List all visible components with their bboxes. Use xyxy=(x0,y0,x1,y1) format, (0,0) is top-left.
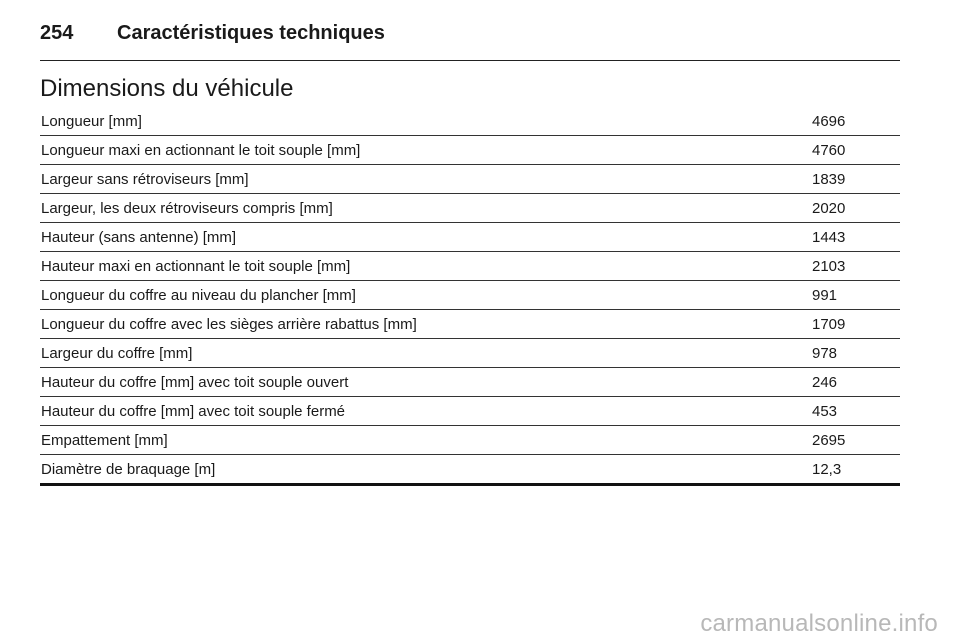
table-row xyxy=(40,281,900,310)
spec-value: 991 xyxy=(812,281,900,310)
table-row xyxy=(40,165,900,194)
spec-label: Hauteur (sans antenne) [mm] xyxy=(40,223,812,252)
spec-label: Longueur [mm] xyxy=(40,107,812,136)
table-row xyxy=(40,310,900,339)
page-header xyxy=(40,18,385,48)
spec-value: 1443 xyxy=(812,223,900,252)
table-row xyxy=(40,107,900,136)
section-title: Dimensions du véhicule xyxy=(40,75,294,102)
watermark: carmanualsonline.info xyxy=(700,610,938,637)
table-row xyxy=(40,426,900,455)
spec-value: 4696 xyxy=(812,107,900,136)
table-row xyxy=(40,223,900,252)
chapter-title: Caractéristiques techniques xyxy=(117,21,385,44)
spec-value: 2020 xyxy=(812,194,900,223)
spec-label: Largeur, les deux rétroviseurs compris [mm] xyxy=(40,194,812,223)
spec-value: 2103 xyxy=(812,252,900,281)
spec-label: Diamètre de braquage [m] xyxy=(40,455,812,485)
spec-label: Longueur maxi en actionnant le toit souple [mm] xyxy=(40,136,812,165)
table-row xyxy=(40,194,900,223)
spec-value: 2695 xyxy=(812,426,900,455)
header-divider xyxy=(40,60,900,61)
spec-label: Longueur du coffre au niveau du plancher [mm] xyxy=(40,281,812,310)
table-row xyxy=(40,455,900,485)
spec-value: 1839 xyxy=(812,165,900,194)
table-row xyxy=(40,339,900,368)
page-number: 254 xyxy=(40,21,74,44)
table-row xyxy=(40,136,900,165)
spec-label: Largeur du coffre [mm] xyxy=(40,339,812,368)
table-row xyxy=(40,368,900,397)
spec-value: 453 xyxy=(812,397,900,426)
spec-value: 4760 xyxy=(812,136,900,165)
spec-label: Hauteur maxi en actionnant le toit souple [mm] xyxy=(40,252,812,281)
spec-label: Largeur sans rétroviseurs [mm] xyxy=(40,165,812,194)
spec-value: 12,3 xyxy=(812,455,900,485)
spec-label: Hauteur du coffre [mm] avec toit souple ouvert xyxy=(40,368,812,397)
spec-label: Empattement [mm] xyxy=(40,426,812,455)
spec-value: 978 xyxy=(812,339,900,368)
spec-label: Hauteur du coffre [mm] avec toit souple fermé xyxy=(40,397,812,426)
spec-value: 1709 xyxy=(812,310,900,339)
dimensions-table xyxy=(40,107,900,486)
spec-label: Longueur du coffre avec les sièges arrière rabattus [mm] xyxy=(40,310,812,339)
table-row xyxy=(40,252,900,281)
spec-value: 246 xyxy=(812,368,900,397)
table-row xyxy=(40,397,900,426)
